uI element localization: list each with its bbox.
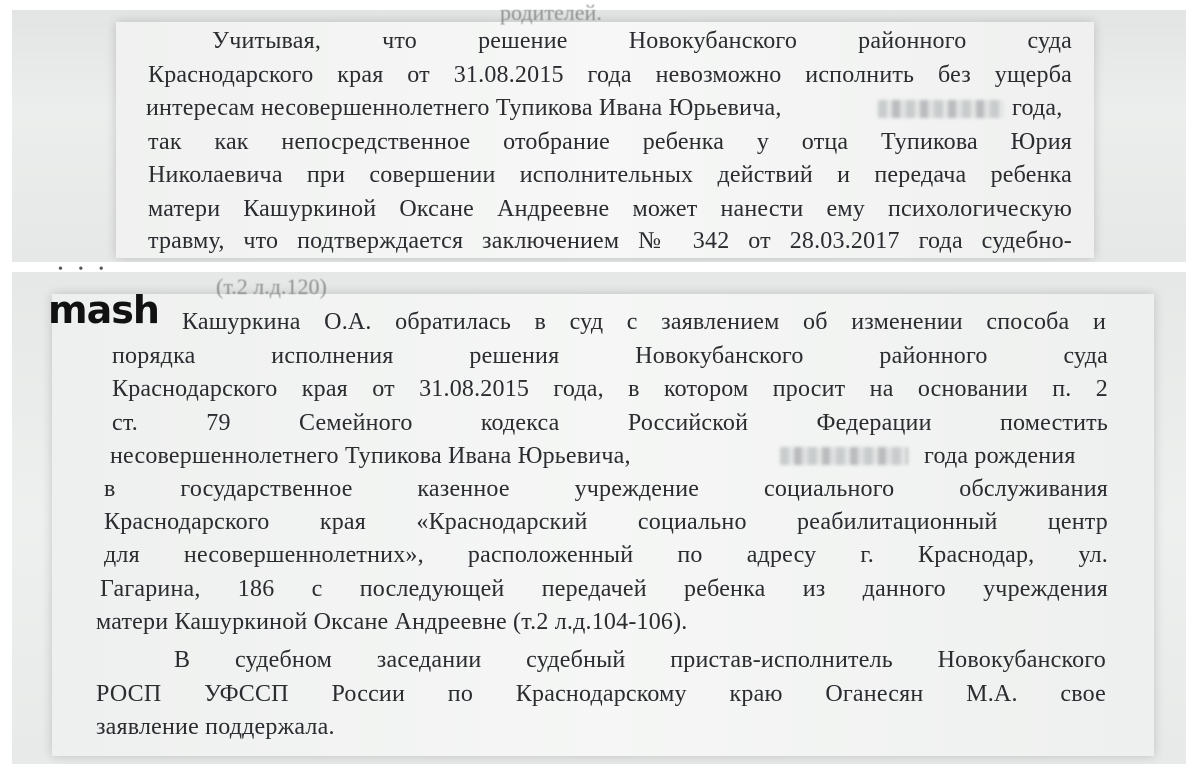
top-cut-text: родителей. bbox=[500, 0, 602, 25]
top-line-1: Учитывая, что решение Новокубанского районного суда bbox=[212, 28, 1072, 54]
bottom-line-8: для несовершеннолетних», расположенный по адресу г. Краснодар, ул. bbox=[104, 542, 1108, 568]
redacted-birthdate-2 bbox=[780, 447, 908, 465]
bottom-line-1: Кашуркина О.А. обратилась в суд с заявлением об изменении способа и bbox=[182, 309, 1106, 335]
bottom-line-11: В судебном заседании судебный пристав-исполнитель Новокубанского bbox=[174, 647, 1106, 673]
top-line-4: так как непосредственное отобрание ребенка у отца Тупикова Юрия bbox=[148, 129, 1072, 155]
top-line-2: Краснодарского края от 31.08.2015 года невозможно исполнить без ущерба bbox=[148, 62, 1072, 88]
mash-logo: mash bbox=[48, 288, 159, 332]
top-line-6: матери Кашуркиной Оксане Андреевне может нанести ему психологическую bbox=[148, 196, 1072, 222]
top-line-3-end: года, bbox=[1012, 95, 1063, 121]
top-line-5: Николаевича при совершении исполнительных действий и передача ребенка bbox=[148, 162, 1072, 188]
top-line-3: интересам несовершеннолетнего Тупикова Ивана Юрьевича, bbox=[146, 95, 782, 121]
bottom-line-3: Краснодарского края от 31.08.2015 года, в котором просит на основании п. 2 bbox=[112, 376, 1108, 402]
bottom-line-9: Гагарина, 186 с последующей передачей ребенка из данного учреждения bbox=[100, 576, 1108, 602]
bottom-line-6: в государственное казенное учреждение социального обслуживания bbox=[104, 476, 1108, 502]
bottom-line-5: несовершеннолетнего Тупикова Ивана Юрьевича, bbox=[110, 443, 631, 469]
separator-dots: • • • bbox=[58, 262, 110, 277]
bottom-line-5-end: года рождения bbox=[924, 443, 1076, 469]
bottom-line-12: РОСП УФССП России по Краснодарскому краю Оганесян М.А. свое bbox=[96, 681, 1106, 707]
bottom-line-2: порядка исполнения решения Новокубанского районного суда bbox=[112, 343, 1108, 369]
bottom-line-7: Краснодарского края «Краснодарский социально реабилитационный центр bbox=[104, 509, 1108, 535]
bottom-line-10: матери Кашуркиной Оксане Андреевне (т.2 л.д.104-106). bbox=[96, 609, 688, 635]
bottom-cut-text: (т.2 л.д.120) bbox=[216, 274, 327, 299]
redacted-birthdate bbox=[878, 100, 1004, 118]
bottom-line-4: ст. 79 Семейного кодекса Российской Федерации поместить bbox=[112, 410, 1108, 436]
bottom-line-13: заявление поддержала. bbox=[96, 714, 335, 740]
top-line-7: травму, что подтверждается заключением № 342 от 28.03.2017 года судебно- bbox=[148, 228, 1072, 254]
